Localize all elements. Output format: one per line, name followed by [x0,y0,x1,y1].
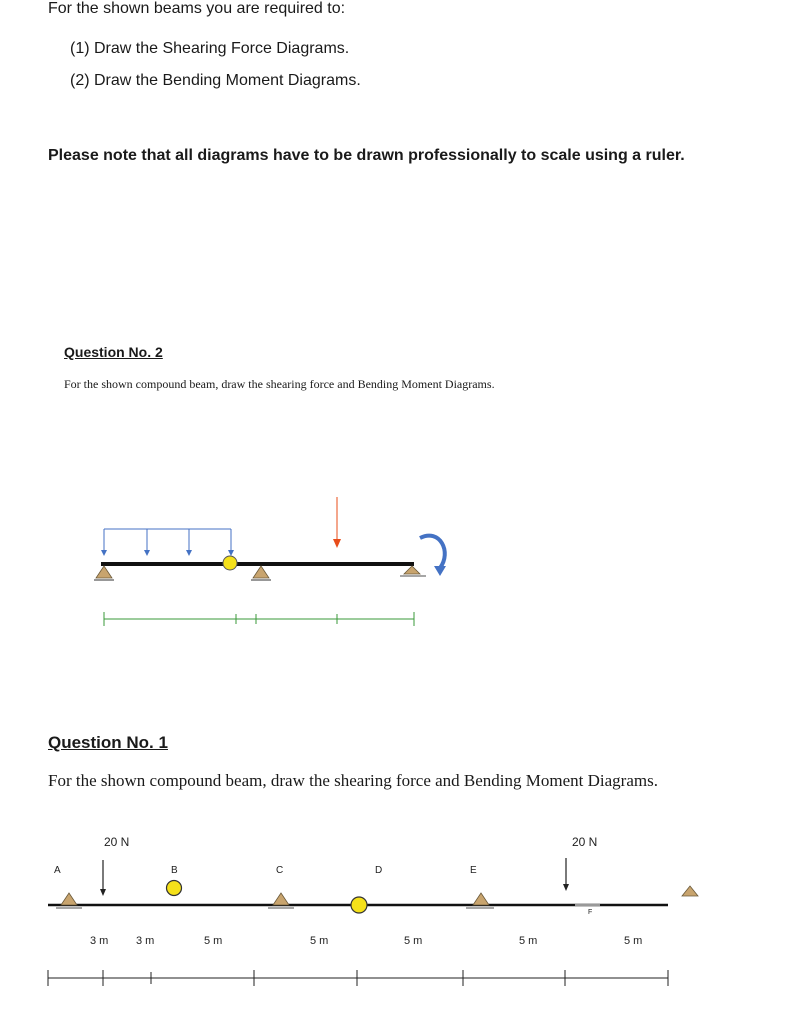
hinge [223,556,237,570]
load-label-right: 20 N [572,835,598,849]
question-2-diagram [94,497,446,626]
udl-load [101,529,234,556]
question-2-title: Question No. 2 [64,344,163,360]
point-label-b: B [171,865,178,876]
roller-support-right [400,566,426,576]
task-shear: (1) Draw the Shearing Force Diagrams. [70,40,350,57]
span-label-1: 3 m [90,935,109,947]
task-moment: (2) Draw the Bending Moment Diagrams. [70,72,361,89]
span-label-4: 5 m [310,935,329,947]
moment-arrow [420,536,446,576]
question-2-text: For the shown compound beam, draw the shearing force and Bending Moment Diagrams. [64,377,495,391]
load-arrow-right [563,858,569,891]
point-label-d: D [375,865,383,876]
note-text: Please note that all diagrams have to be drawn professionally to scale using a ruler. [48,147,685,164]
hinge-d [351,897,367,913]
span-label-6: 5 m [519,935,538,947]
load-label-left: 20 N [104,835,130,849]
question-1-title: Question No. 1 [48,733,168,752]
span-label-3: 5 m [204,935,223,947]
span-label-7: 5 m [624,935,643,947]
span-label-5: 5 m [404,935,423,947]
point-load-arrow [333,497,341,548]
load-arrow-left [100,860,106,896]
hinge-b [167,881,182,896]
support-right-triangle [682,886,698,896]
pin-support-left [94,566,114,580]
point-label-f: F [588,909,593,916]
question-1-diagram [48,835,698,986]
point-label-c: C [276,865,284,876]
point-label-a: A [54,865,61,876]
roller-support-middle [251,566,271,580]
dimension-line [48,970,668,986]
point-label-e: E [470,865,477,876]
dimension-line [104,612,414,626]
span-label-2: 3 m [136,935,155,947]
intro-text: For the shown beams you are required to: [48,0,346,17]
question-1-text: For the shown compound beam, draw the shearing force and Bending Moment Diagrams. [48,771,658,790]
